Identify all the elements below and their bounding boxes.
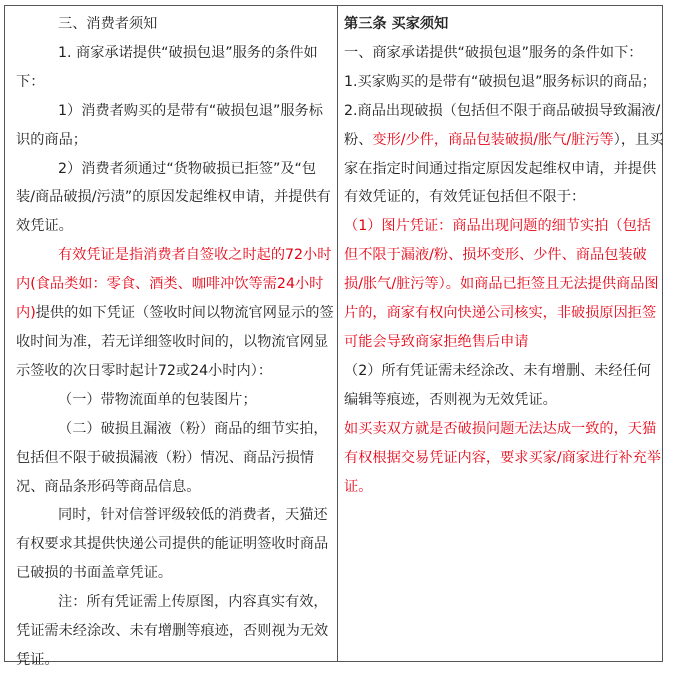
consumer-condition-2: 2）消费者须通过“货物破损已拒签”及“包装/商品破损/污渍”的原因发起维权申请，并提供有效凭证。 <box>16 160 331 235</box>
consumer-notice-column <box>16 10 334 675</box>
image-proof-requirement: （1）图片凭证：商品出现问题的细节实拍（包括但不限于漏液/粉、损坏变形、少件、商品包装破损/胀气/脏污等）。如商品已拒签且无法提供商品图片的，商家有权向快递公司核实，非破损原因拒签可能会导致商家拒绝售后申请 <box>344 218 659 350</box>
proof-item-1: （一）带物流面单的包装图片； <box>58 391 257 408</box>
buyer-condition-2-start: 2.商品出现破损（包括但不限于商品破损导致漏液/粉、 <box>344 102 661 148</box>
valid-proof-definition <box>16 241 334 386</box>
buyer-condition-2 <box>344 97 664 213</box>
buyer-condition-2-damage-types: 变形/少件，商品包装破损/胀气/脏污等 <box>372 131 614 148</box>
buyer-condition-intro: 一、商家承诺提供“破损包退”服务的条件如下： <box>344 44 643 61</box>
consumer-notice-heading: 三、消费者须知 <box>58 16 158 32</box>
buyer-condition-2-end: ），且买家在指定时间通过指定原因发起维权申请，并提供有效凭证的，有效凭证包括但不限于： <box>344 131 664 206</box>
proof-item-2: （二）破损且漏液（粉）商品的细节实拍，包括但不限于破损漏液（粉）情况、商品污损情况、商品条形码等商品信息。 <box>16 420 328 495</box>
valid-proof-time-limit: 有效凭证是指消费者自签收之时起的72小时内(食品类如：零食、酒类、咖啡冲饮等需24小时内) <box>16 247 332 322</box>
valid-proof-details: 提供的如下凭证（签收时间以物流官网显示的签收时间为准，若无详细签收时间的，以物流官网显示签收的次日零时起计72或24小时内）： <box>16 305 334 379</box>
dispute-resolution-note: 如买卖双方就是否破损问题无法达成一致的，天猫有权根据交易凭证内容，要求买家/商家进行补充举证。 <box>344 420 661 495</box>
table-middle-divider <box>337 5 338 662</box>
low-credit-note: 同时，针对信誉评级较低的消费者，天猫还有权要求其提供快递公司提供的能证明签收时商品已破损的书面盖章凭证。 <box>16 507 329 582</box>
consumer-condition-intro: 1. 商家承诺提供“破损包退”服务的条件如下： <box>16 44 318 90</box>
table-top-border <box>4 5 663 6</box>
proof-integrity-requirement: （2）所有凭证需未经涂改、未有增删、未经任何编辑等痕迹，否则视为无效凭证。 <box>344 362 651 408</box>
original-image-note: 注：所有凭证需上传原图，内容真实有效，凭证需未经涂改、未有增删等痕迹，否则视为无效凭证。 <box>16 594 329 668</box>
buyer-notice-column <box>344 10 664 501</box>
buyer-condition-1: 1.买家购买的是带有“破损包退”服务标识的商品； <box>344 73 656 90</box>
consumer-condition-1: 1）消费者购买的是带有“破损包退”服务标识的商品； <box>16 102 323 148</box>
buyer-notice-heading: 第三条 买家须知 <box>344 16 449 32</box>
table-left-border <box>4 5 5 662</box>
